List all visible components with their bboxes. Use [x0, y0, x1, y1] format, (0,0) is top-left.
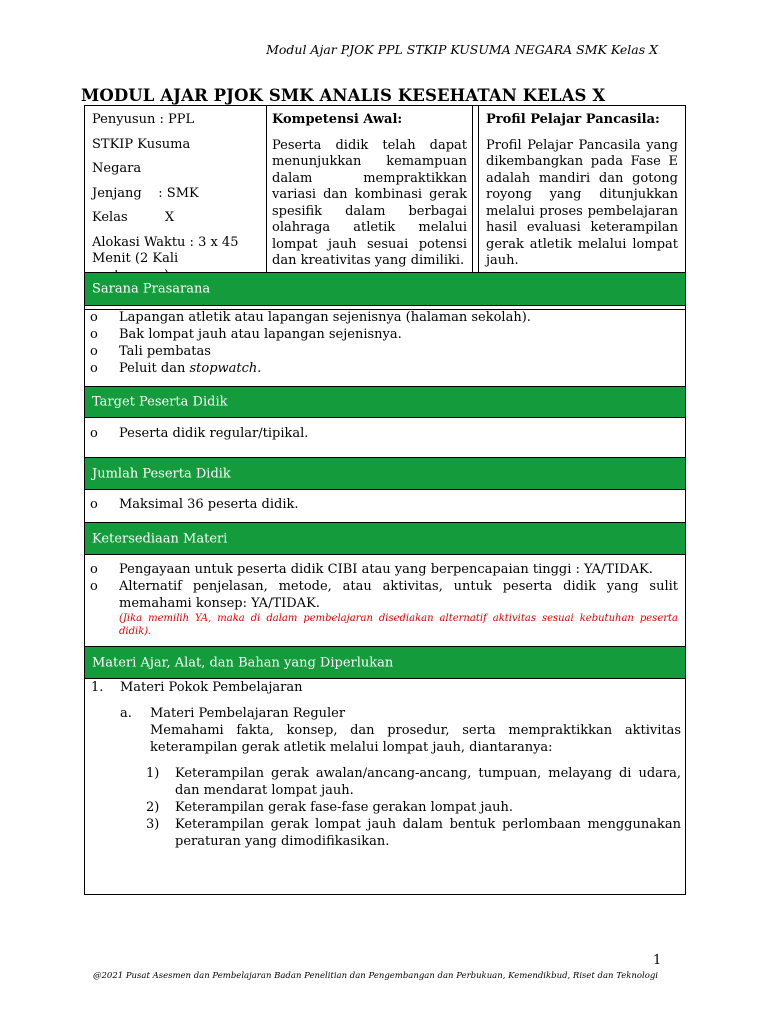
running-header: Modul Ajar PJOK PPL STKIP KUSUMA NEGARA SMK Kelas X [266, 42, 658, 57]
document-title: MODUL AJAR PJOK SMK ANALIS KESEHATAN KELAS X [81, 86, 606, 105]
materi-reguler-desc: Memahami fakta, konsep, dan prosedur, serta mempraktikkan aktivitas keterampilan gerak atletik melalui lompat jauh, diantaranya: [150, 723, 681, 755]
bullet-icon: o [90, 562, 98, 577]
profil-heading: Profil Pelajar Pancasila: [486, 112, 660, 127]
materi-reguler-label: Materi Pembelajaran Reguler [150, 706, 346, 721]
keterampilan-list [91, 765, 681, 850]
list-item: o Lapangan atletik atau lapangan sejenisnya (halaman sekolah). [90, 310, 531, 325]
section-bar-materi [85, 647, 685, 678]
list-item: o Peserta didik regular/tipikal. [90, 426, 309, 441]
section-bar-target [85, 387, 685, 417]
kompetensi-column [267, 106, 473, 272]
footer-copyright: @2021 Pusat Asesmen dan Pembelajaran Badan Penelitian dan Pengembangan dan Perbukuan, Kemendikbud, Riset dan Teknologi [93, 971, 659, 981]
materi-content [91, 679, 681, 850]
materi-pokok [91, 679, 681, 696]
bullet-icon: o [90, 344, 98, 359]
section-title: Materi Ajar, Alat, dan Bahan yang Diperlukan [92, 655, 394, 670]
page-number: 1 [653, 953, 662, 968]
list-number: 1. [91, 680, 104, 695]
bullet-icon: o [90, 426, 98, 441]
institusi-line-1: STKIP Kusuma [92, 136, 191, 152]
section-title: Sarana Prasarana [92, 281, 211, 297]
kelas: Kelas X [92, 210, 175, 225]
list-item: o Pengayaan untuk peserta didik CIBI atau yang berpencapaian tinggi : YA/TIDAK. [90, 562, 653, 577]
section-bar-jumlah [85, 458, 685, 489]
list-letter: a. [120, 706, 132, 721]
list-item: o Alternatif penjelasan, metode, atau aktivitas, untuk peserta didik yang sulit memahami konsep: YA/TIDAK. (Jika memilih YA, maka di dalam pembelajaran disediakan alternatif aktivitas sesuai kebutuhan peserta didik). [90, 579, 678, 637]
list-item: 3) Keterampilan gerak lompat jauh dalam bentuk perlombaan menggunakan peraturan yang dimodifikasikan. [146, 817, 681, 849]
list-item: 1) Keterampilan gerak awalan/ancang-ancang, tumpuan, melayang di udara, dan mendarat lompat jauh. [146, 766, 681, 798]
bullet-icon: o [90, 327, 98, 342]
list-item: o Tali pembatas [90, 344, 211, 359]
target-list [90, 425, 678, 442]
identity-row [85, 106, 685, 272]
section-title: Ketersediaan Materi [92, 531, 228, 546]
section-title: Jumlah Peserta Didik [92, 466, 231, 481]
penyusun: Penyusun : PPL [92, 112, 195, 127]
module-table [84, 105, 686, 895]
list-item: 2) Keterampilan gerak fase-fase gerakan lompat jauh. [146, 800, 514, 815]
section-bar-sarana [85, 273, 685, 305]
list-item: o Bak lompat jauh atau lapangan sejenisnya. [90, 327, 402, 342]
alokasi-waktu: Alokasi Waktu : 3 x 45 Menit (2 Kali [92, 234, 239, 266]
jumlah-list [90, 496, 678, 513]
bullet-icon: o [90, 361, 98, 376]
institusi-line-2: Negara [92, 161, 142, 176]
divider [85, 489, 685, 490]
profil-column [478, 106, 685, 272]
kompetensi-text: Peserta didik telah dapat menunjukkan kemampuan dalam mempraktikkan variasi dan kombinasi gerak spesifik dalam berbagai olahraga atletik melalui lompat jauh sesuai potensi dan kreativitas yang dimiliki. [272, 137, 467, 268]
bullet-icon: o [90, 579, 98, 594]
jenjang: Jenjang : SMK [92, 185, 199, 201]
section-bar-ketersediaan [85, 523, 685, 554]
section-title: Target Peserta Didik [92, 394, 228, 410]
materi-pokok-label: Materi Pokok Pembelajaran [120, 680, 303, 695]
identity-column [85, 106, 267, 272]
profil-text: Profil Pelajar Pancasila yang dikembangkan pada Fase E adalah mandiri dan gotong royong yang ditunjukkan melalui proses pembelajaran hasil evaluasi keterampilan gerak atletik melalui lompat jauh. [486, 137, 678, 268]
materi-reguler [91, 705, 681, 756]
bullet-icon: o [90, 310, 98, 325]
ketersediaan-list [90, 561, 678, 638]
divider [85, 554, 685, 555]
note-text: (Jika memilih YA, maka di dalam pembelajaran disediakan alternatif aktivitas sesuai kebutuhan peserta didik). [119, 613, 678, 637]
bullet-icon: o [90, 497, 98, 512]
sarana-list [90, 309, 678, 377]
list-item: o Maksimal 36 peserta didik. [90, 497, 299, 512]
divider [85, 305, 685, 306]
list-item: o Peluit dan stopwatch. [90, 361, 262, 376]
kompetensi-heading: Kompetensi Awal: [272, 112, 403, 127]
divider [85, 417, 685, 418]
